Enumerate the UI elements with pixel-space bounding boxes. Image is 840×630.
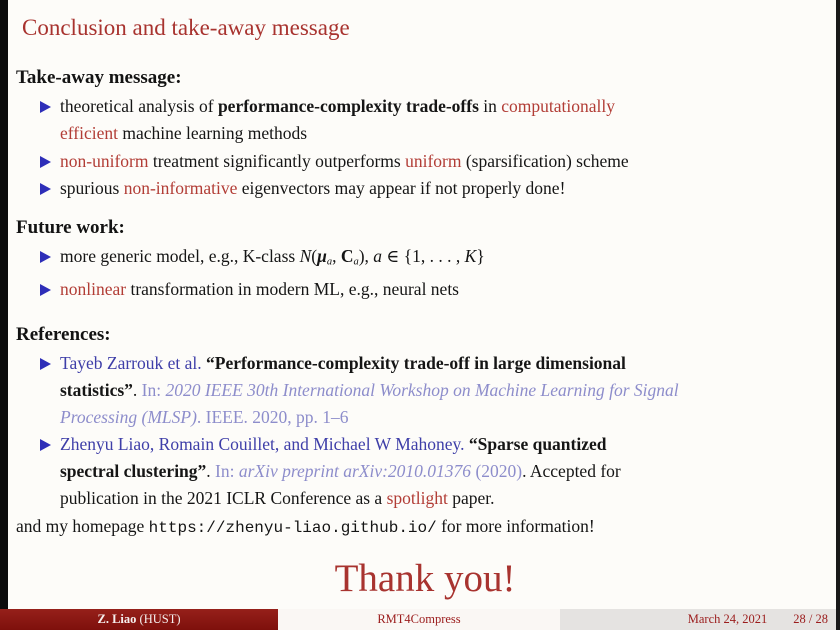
text-segment: In: [215, 461, 239, 482]
text-line [60, 485, 621, 512]
footer-author-section [0, 609, 278, 630]
text-segment: arXiv preprint arXiv:2010.01376 [238, 461, 472, 482]
text-segment: more generic model, e.g., K-class [60, 245, 300, 266]
text-segment: ( [311, 245, 318, 266]
footer-short-title: RMT4Compress [278, 609, 560, 630]
future-work-bullet-list [40, 243, 834, 303]
text-line [60, 377, 679, 404]
text-line [60, 458, 621, 485]
text-segment: spurious [60, 178, 124, 199]
text-segment: } [476, 245, 485, 266]
bullet-triangle-icon [40, 439, 51, 451]
slide-title: Conclusion and take-away message [22, 15, 350, 40]
homepage-link[interactable]: https://zhenyu-liao.github.io/ [148, 519, 437, 538]
homepage-line [16, 513, 834, 543]
text-line [60, 404, 679, 431]
text-segment: Processing (MLSP) [60, 407, 197, 428]
homepage-suffix-text: for more information! [436, 516, 595, 537]
text-line [60, 431, 621, 458]
footer-page-number: 28 / 28 [793, 612, 828, 626]
footer-date: March 24, 2021 [687, 612, 768, 626]
text-line [60, 350, 679, 377]
takeaway-bullet-list [40, 93, 834, 203]
text-segment: Zhenyu Liao, Romain Couillet, and Michael W Mahoney. [60, 434, 465, 455]
text-segment: N [299, 245, 312, 266]
thank-you-text: Thank you! [334, 556, 516, 600]
text-segment: efficient [60, 123, 118, 144]
footer-author: Z. Liao [97, 612, 137, 626]
text-segment: a [326, 256, 333, 268]
homepage-prefix-text: and my homepage [16, 516, 149, 537]
text-line [60, 175, 565, 202]
takeaway-heading: Take-away message: [16, 67, 182, 88]
text-segment: 2020 IEEE 30th International Workshop on Machine Learning for Signal [165, 380, 679, 401]
text-segment: paper. [447, 488, 495, 509]
text-segment: performance-complexity trade-offs [217, 96, 479, 116]
slide-content [8, 0, 834, 603]
text-segment: ), [358, 245, 374, 266]
text-segment: nonlinear [60, 278, 127, 299]
bullet-triangle-icon [40, 284, 51, 296]
letterbox-left-strip [0, 0, 8, 612]
text-line [60, 243, 485, 276]
text-segment: uniform [405, 150, 462, 171]
text-segment: transformation in modern ML, e.g., neural nets [126, 278, 459, 299]
bullet-triangle-icon [40, 101, 51, 113]
text-segment: machine learning methods [117, 123, 308, 144]
text-segment: non-informative [123, 178, 238, 199]
text-segment: spectral clustering” [60, 461, 207, 482]
bullet-item [40, 93, 834, 148]
text-line [60, 120, 615, 147]
bullet-triangle-icon [40, 156, 51, 168]
references-list [40, 350, 834, 512]
text-segment: a [353, 256, 359, 268]
text-segment: (sparsification) scheme [461, 150, 629, 171]
footer-affiliation: (HUST) [139, 612, 181, 626]
text-segment: “Performance-complexity trade-off in large dimensional [201, 353, 626, 374]
text-segment: computationally [501, 96, 615, 116]
text-segment: . [206, 461, 216, 482]
text-segment: . [132, 380, 142, 401]
text-segment: “Sparse quantized [464, 434, 607, 455]
text-segment: , [332, 245, 341, 266]
text-segment: ∈ {1, . . . , [382, 245, 465, 266]
footer-date-section [560, 609, 840, 630]
bullet-item [40, 276, 834, 303]
bullet-triangle-icon [40, 358, 51, 370]
text-segment: spotlight [386, 488, 448, 509]
bullet-triangle-icon [40, 183, 51, 195]
text-segment: Tayeb Zarrouk et al. [60, 353, 202, 374]
text-segment: treatment significantly outperforms [148, 150, 406, 171]
bullet-item [40, 175, 834, 202]
text-line [60, 93, 615, 120]
text-segment: statistics” [60, 380, 133, 401]
text-segment: in [478, 96, 502, 116]
reference-item [40, 431, 834, 512]
text-segment: theoretical analysis of [60, 96, 218, 116]
bullet-item [40, 148, 834, 175]
text-segment: . Accepted for [522, 461, 621, 482]
text-segment: (2020) [471, 461, 523, 482]
text-segment: μ [317, 245, 327, 266]
text-segment: a [373, 245, 383, 266]
text-segment: K [464, 245, 477, 266]
text-segment: non-uniform [60, 150, 149, 171]
letterbox-right-strip [836, 0, 840, 630]
bullet-item [40, 243, 834, 276]
text-line [60, 276, 459, 303]
text-line [60, 148, 629, 175]
text-segment: eigenvectors may appear if not properly done! [237, 178, 566, 199]
footer-bar [0, 609, 840, 630]
reference-item [40, 350, 834, 431]
bullet-triangle-icon [40, 251, 51, 263]
text-segment: In: [141, 380, 166, 401]
references-heading: References: [16, 324, 111, 346]
text-segment: C [340, 245, 354, 266]
future-work-heading: Future work: [16, 216, 125, 238]
text-segment: . IEEE. 2020, pp. 1–6 [196, 407, 349, 428]
text-segment: publication in the 2021 ICLR Conference as a [60, 488, 387, 509]
